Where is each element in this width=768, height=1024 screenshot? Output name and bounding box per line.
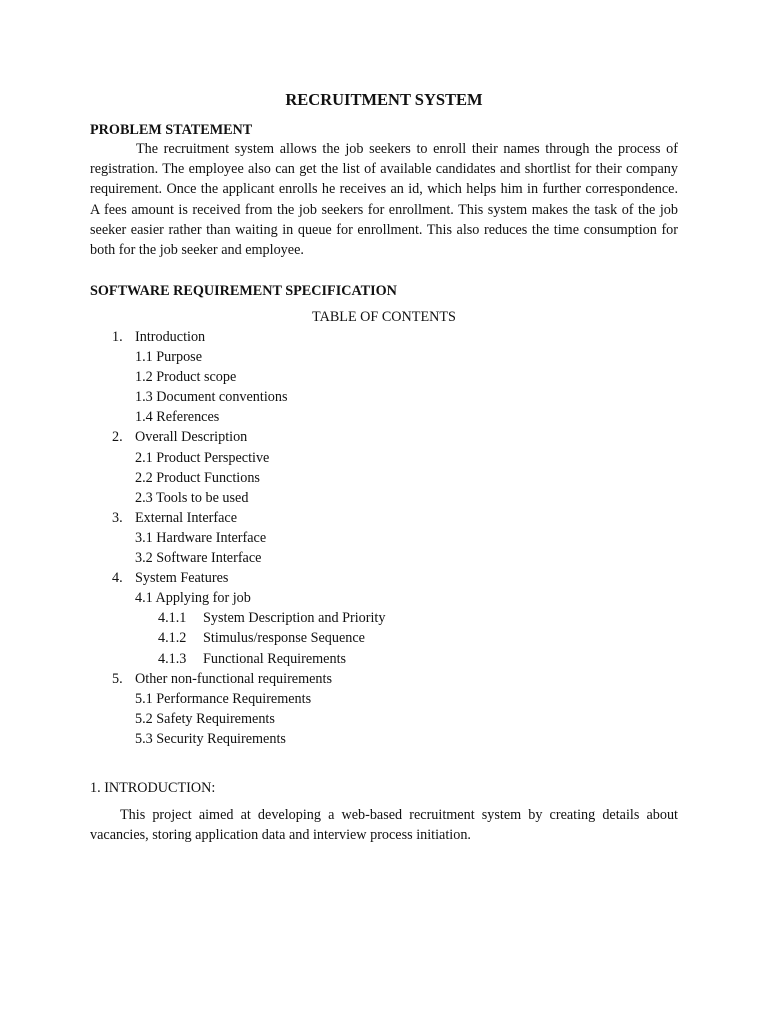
toc-item-text: Overall Description xyxy=(135,429,248,446)
toc-item-text: 1.4 References xyxy=(135,409,220,426)
toc-item-text: 1.1 Purpose xyxy=(135,349,202,366)
toc-item-number: 4. xyxy=(112,570,123,587)
toc-item-number: 4.1.2 xyxy=(158,630,187,647)
toc-item-text: 4.1 Applying for job xyxy=(135,590,251,607)
toc-item-text: 2.3 Tools to be used xyxy=(135,489,249,506)
problem-statement-paragraph xyxy=(90,139,678,260)
toc-item xyxy=(0,468,768,488)
introduction-heading: 1. INTRODUCTION: xyxy=(90,780,216,796)
page-title: RECRUITMENT SYSTEM xyxy=(285,90,483,109)
toc-item-text: Other non-functional requirements xyxy=(135,670,332,687)
toc-item xyxy=(0,689,768,709)
toc-item-text: 2.2 Product Functions xyxy=(135,469,260,486)
toc-item-text: External Interface xyxy=(135,509,238,526)
toc-item xyxy=(0,407,768,427)
toc-item xyxy=(0,649,768,669)
toc-item-number: 4.1.1 xyxy=(158,610,187,627)
table-of-contents xyxy=(0,327,768,749)
toc-item-text: Functional Requirements xyxy=(203,650,347,667)
toc-item xyxy=(0,528,768,548)
toc-item-text: 3.1 Hardware Interface xyxy=(135,529,267,546)
toc-item xyxy=(0,387,768,407)
toc-item-text: 5.3 Security Requirements xyxy=(135,730,286,747)
toc-item xyxy=(0,628,768,648)
toc-item xyxy=(0,508,768,528)
toc-title: TABLE OF CONTENTS xyxy=(312,309,456,325)
introduction-text: This project aimed at developing a web-based recruitment system by creating details about vacancies, storing application data and interview process initiation. xyxy=(90,807,678,844)
toc-item-text: 3.2 Software Interface xyxy=(135,550,262,567)
toc-item xyxy=(0,588,768,608)
toc-item xyxy=(0,608,768,628)
toc-item-text: 1.3 Document conventions xyxy=(135,389,288,406)
toc-item xyxy=(0,347,768,367)
toc-item xyxy=(0,427,768,447)
toc-item xyxy=(0,367,768,387)
toc-item xyxy=(0,729,768,749)
problem-statement-heading: PROBLEM STATEMENT xyxy=(90,122,253,138)
toc-item-text: Introduction xyxy=(135,329,206,345)
toc-item xyxy=(0,548,768,568)
toc-item-number: 1. xyxy=(112,329,123,345)
toc-item-text: 5.1 Performance Requirements xyxy=(135,690,312,707)
toc-item-text: 2.1 Product Perspective xyxy=(135,449,270,466)
toc-item xyxy=(0,669,768,689)
toc-item-number: 2. xyxy=(112,429,123,446)
toc-item xyxy=(0,488,768,508)
toc-item-number: 4.1.3 xyxy=(158,650,187,667)
toc-item xyxy=(0,448,768,468)
toc-item xyxy=(0,709,768,729)
toc-item-text: System Description and Priority xyxy=(203,610,386,627)
introduction-paragraph xyxy=(90,805,678,845)
toc-item xyxy=(0,568,768,588)
toc-item-text: 5.2 Safety Requirements xyxy=(135,710,275,727)
toc-item-text: Stimulus/response Sequence xyxy=(203,630,365,647)
toc-item-number: 5. xyxy=(112,670,123,687)
toc-item xyxy=(0,327,768,347)
problem-statement-text: The recruitment system allows the job seekers to enroll their names through the process of registration. The employee also can get the list of available candidates and shortlist for their company requirement. Once the applicant enrolls he receives an id, which helps him in further correspondence. A fees amount is received from the job seekers for enrollment. This system makes the task of the job seeker easier rather than waiting in queue for enrollment. This also reduces the time consumption for both for the job seeker and employee. xyxy=(90,141,678,259)
toc-item-text: 1.2 Product scope xyxy=(135,369,237,386)
toc-item-number: 3. xyxy=(112,509,123,526)
toc-item-text: System Features xyxy=(135,570,229,587)
srs-heading: SOFTWARE REQUIREMENT SPECIFICATION xyxy=(90,283,397,299)
